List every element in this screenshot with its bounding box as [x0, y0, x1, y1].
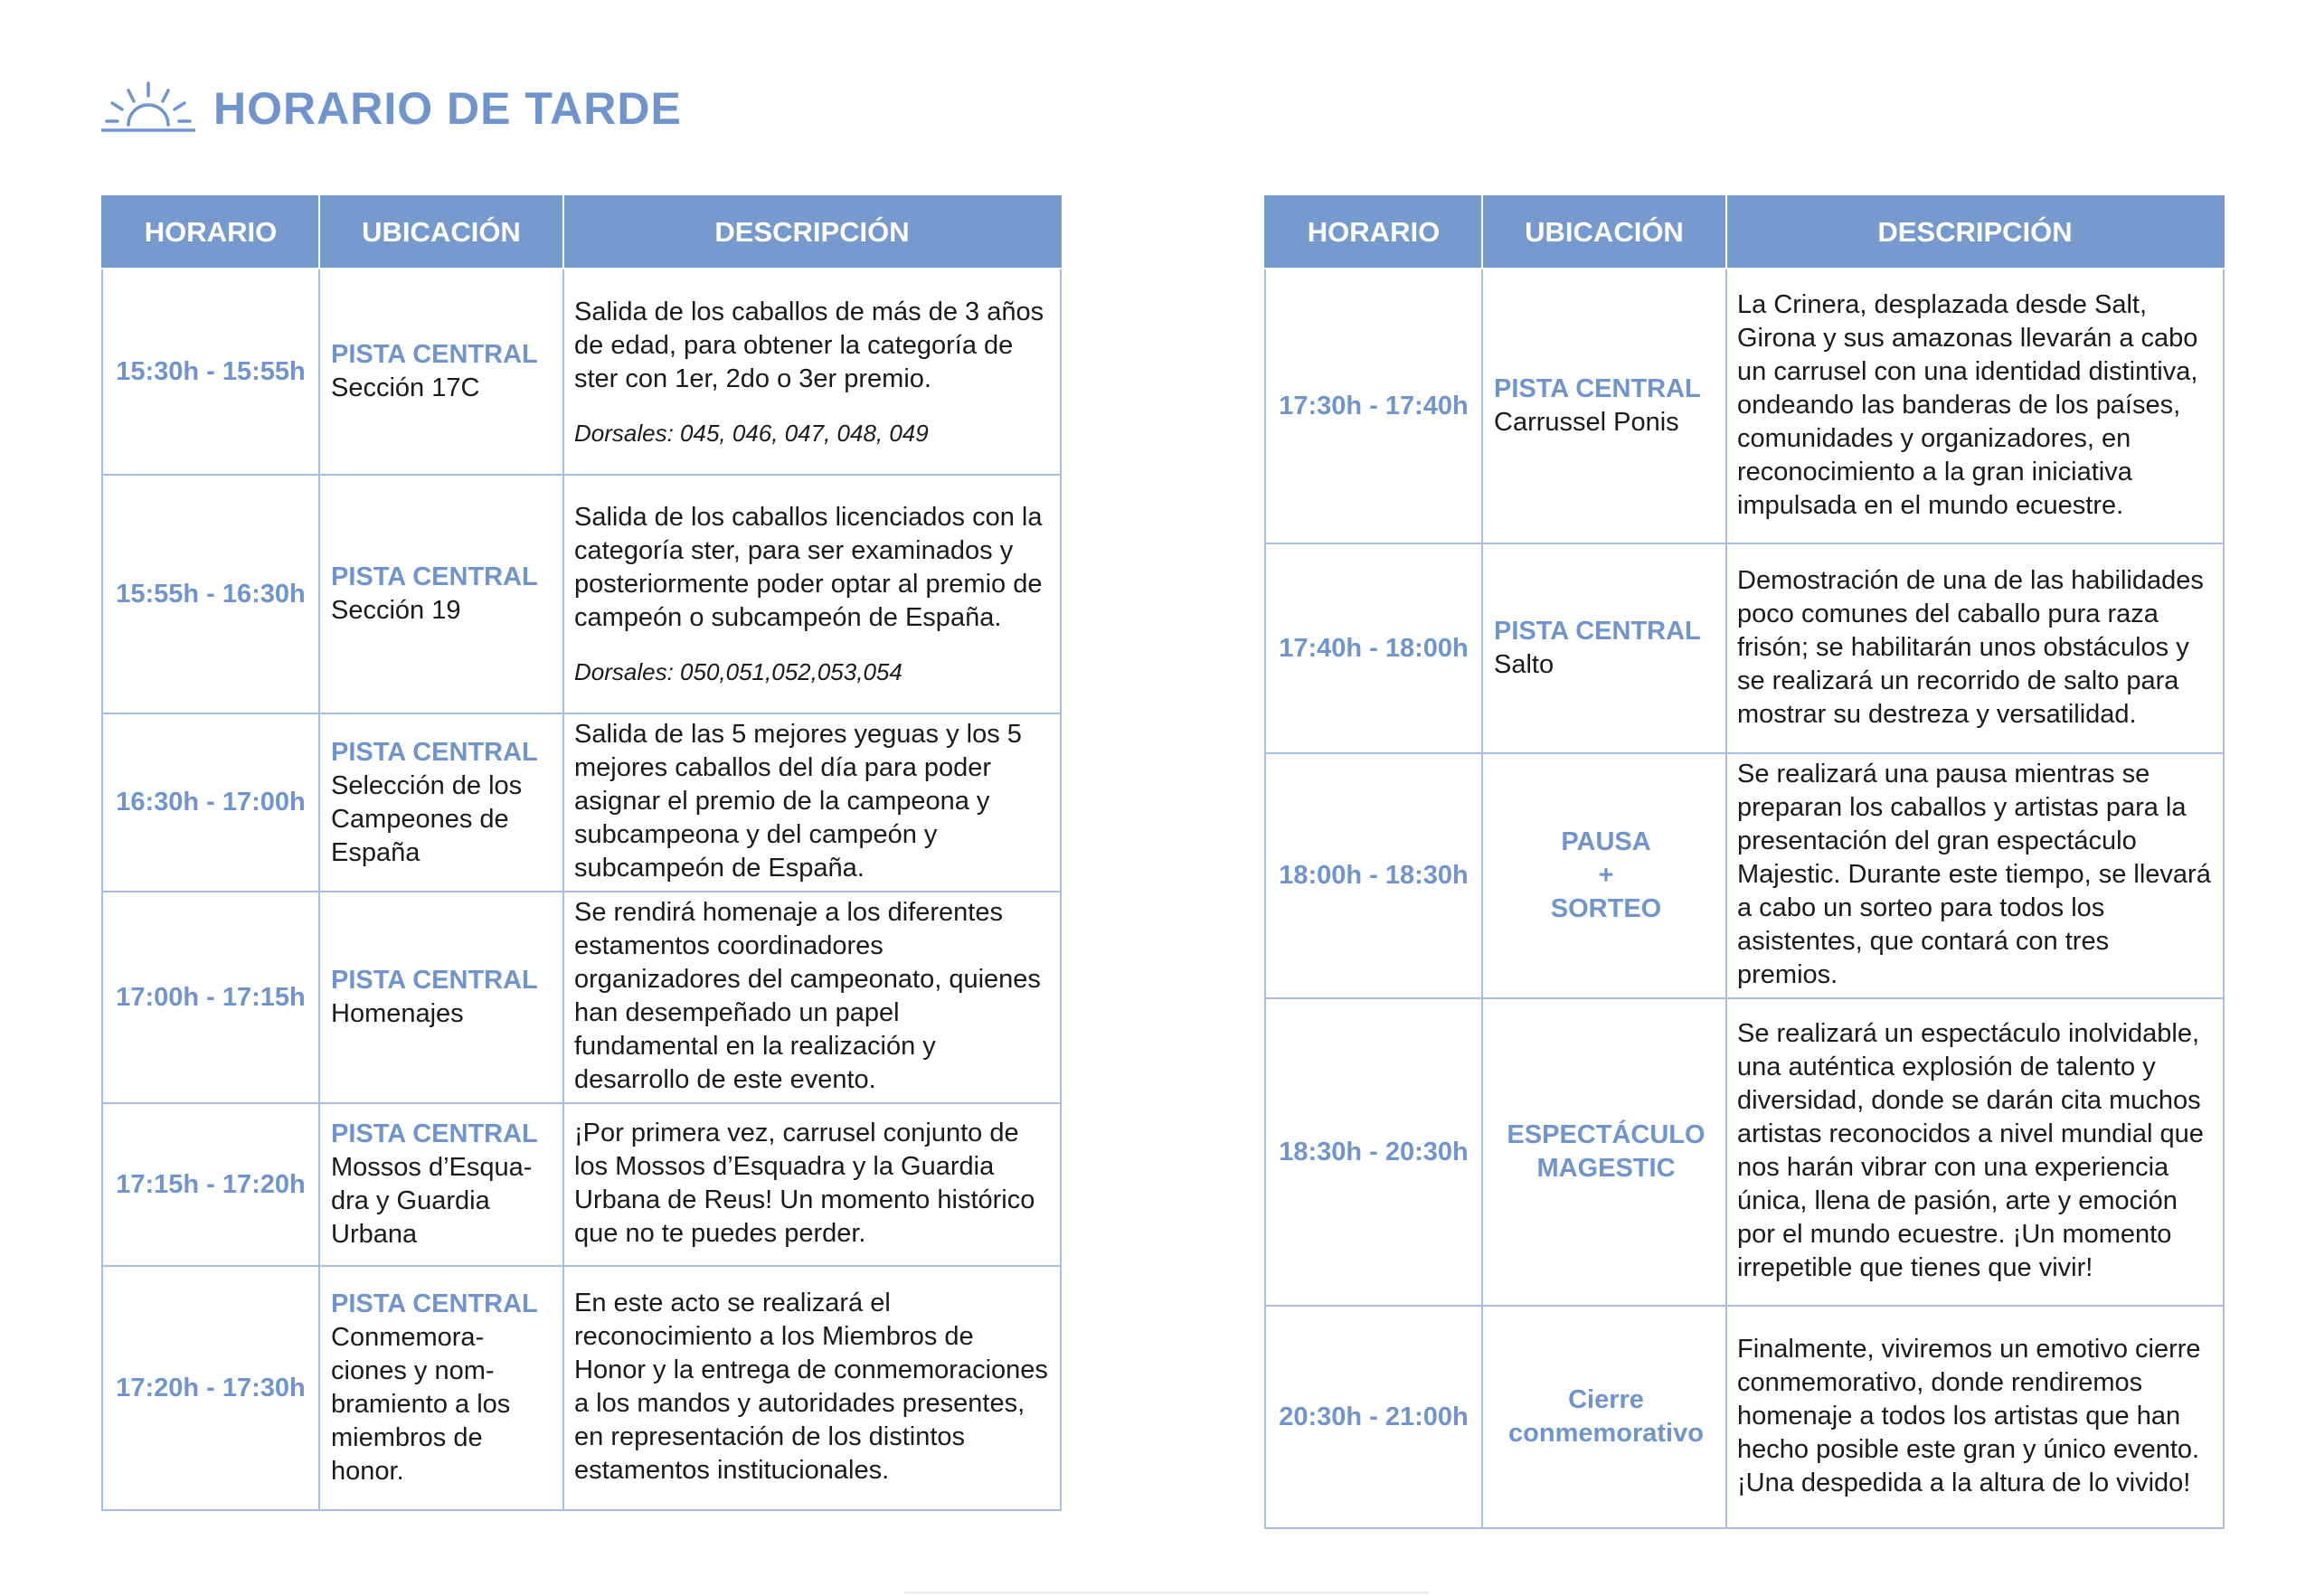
location-cell	[319, 713, 563, 892]
description-text: Salida de los caballos licenciados con la categoría ster, para ser examinados y posteriormente poder optar al premio de campeón o subcampeón de España.	[574, 503, 1043, 632]
location-title: PISTA CENTRAL	[331, 1289, 538, 1318]
location-subtitle: Homenajes	[331, 999, 464, 1028]
table-row	[102, 269, 1061, 475]
table-header-row	[102, 196, 1061, 269]
table-row	[1265, 1306, 2224, 1528]
table-row	[102, 1103, 1061, 1266]
description-text: En este acto se realizará el reconocimiento a los Miembros de Honor y la entrega de conmemoraciones a los mandos y autoridades presentes, en representación de los distintos estamentos institucionales.	[574, 1289, 1048, 1485]
description-text: Salida de los caballos de más de 3 años de edad, para obtener la categoría de ster con 1er, 2do o 3er premio.	[574, 297, 1044, 393]
location-title: PISTA CENTRAL	[331, 1119, 538, 1148]
location-cell	[319, 269, 563, 475]
location-title: ESPECTÁCULO MAGESTIC	[1507, 1120, 1706, 1183]
time-cell: 15:55h - 16:30h	[102, 475, 319, 713]
location-cell	[1482, 998, 1726, 1306]
location-title: PISTA CENTRAL	[1494, 617, 1701, 646]
location-title: Cierre conmemorativo	[1508, 1385, 1704, 1448]
location-title: PISTA CENTRAL	[331, 562, 538, 591]
location-cell	[319, 1266, 563, 1510]
location-subtitle: Sección 19	[331, 596, 461, 625]
description-text: Finalmente, viviremos un emotivo cierre conmemorativo, donde rendiremos homenaje a todos los artistas que han hecho posible este gran y único evento. ¡Una despedida a la altura de lo vivido!	[1737, 1334, 2201, 1497]
location-cell	[1482, 543, 1726, 753]
description-cell	[1726, 269, 2224, 543]
page-header	[101, 80, 682, 137]
column-header-location: UBICACIÓN	[319, 196, 563, 269]
table-row	[1265, 998, 2224, 1306]
description-cell	[563, 1103, 1061, 1266]
description-cell	[1726, 998, 2224, 1306]
table-row	[1265, 543, 2224, 753]
location-subtitle: Sección 17C	[331, 373, 480, 402]
description-text: Se realizará una pausa mientras se preparan los caballos y artistas para la presentación del gran espectáculo Majestic. Durante este tiempo, se llevará a cabo un sorteo para todos los asistentes, que contará con tres premios.	[1737, 760, 2211, 989]
table-row	[102, 475, 1061, 713]
dorsales-note: Dorsales: 045, 046, 047, 048, 049	[574, 419, 929, 447]
time-cell: 18:00h - 18:30h	[1265, 753, 1482, 998]
description-cell	[563, 269, 1061, 475]
description-cell	[563, 713, 1061, 892]
location-cell	[319, 475, 563, 713]
location-cell	[1482, 753, 1726, 998]
description-cell	[563, 1266, 1061, 1510]
column-header-time: HORARIO	[1265, 196, 1482, 269]
table-header-row	[1265, 196, 2224, 269]
column-header-description: DESCRIPCIÓN	[563, 196, 1061, 269]
location-subtitle: Selección de los Campeones de España	[331, 770, 523, 867]
time-cell: 17:00h - 17:15h	[102, 892, 319, 1103]
description-text: ¡Por primera vez, carrusel conjunto de los Mossos d’Esquadra y la Guardia Urbana de Reus! Un momento histórico que no te puedes perder.	[574, 1119, 1035, 1248]
table-row	[102, 892, 1061, 1103]
page-title: HORARIO DE TARDE	[213, 83, 682, 134]
description-text: Se realizará un espectáculo inolvidable, una auténtica explosión de talento y diversidad, donde se darán cita muchos artistas reconocidos a nivel mundial que nos harán vibrar con una experiencia única, llena de pasión, arte y emoción por el mundo ecuestre. ¡Un momento irrepetible que tienes que vivir!	[1737, 1019, 2204, 1282]
location-cell	[1482, 1306, 1726, 1528]
location-subtitle: Mossos d’Esqua-dra y Guardia Urbana	[331, 1153, 533, 1249]
location-cell	[319, 892, 563, 1103]
description-cell	[1726, 1306, 2224, 1528]
location-title: PISTA CENTRAL	[331, 340, 538, 369]
sunset-icon	[101, 80, 195, 137]
time-cell: 17:30h - 17:40h	[1265, 269, 1482, 543]
time-cell: 17:20h - 17:30h	[102, 1266, 319, 1510]
schedule-table-right	[1264, 195, 2225, 1529]
table-row	[102, 713, 1061, 892]
column-header-location: UBICACIÓN	[1482, 196, 1726, 269]
page-footer-divider	[904, 1591, 1429, 1594]
location-title: PISTA CENTRAL	[331, 966, 538, 995]
column-header-description: DESCRIPCIÓN	[1726, 196, 2224, 269]
column-header-time: HORARIO	[102, 196, 319, 269]
time-cell: 16:30h - 17:00h	[102, 713, 319, 892]
description-text: Se rendirá homenaje a los diferentes estamentos coordinadores organizadores del campeonato, quienes han desempeñado un papel fundamental en la realización y desarrollo de este evento.	[574, 898, 1041, 1094]
description-cell	[563, 892, 1061, 1103]
time-cell: 20:30h - 21:00h	[1265, 1306, 1482, 1528]
dorsales-note: Dorsales: 050,051,052,053,054	[574, 658, 902, 685]
time-cell: 18:30h - 20:30h	[1265, 998, 1482, 1306]
time-cell: 15:30h - 15:55h	[102, 269, 319, 475]
location-title: PISTA CENTRAL	[1494, 374, 1701, 403]
location-cell	[1482, 269, 1726, 543]
location-subtitle: Conmemora-ciones y nom-bramiento a los miembros de honor.	[331, 1323, 511, 1486]
description-cell	[1726, 753, 2224, 998]
location-subtitle: Salto	[1494, 650, 1554, 679]
description-text: Demostración de una de las habilidades poco comunes del caballo pura raza frisón; se habilitarán unos obstáculos y se realizará un recorrido de salto para mostrar su destreza y versatilidad.	[1737, 565, 2204, 729]
time-cell: 17:15h - 17:20h	[102, 1103, 319, 1266]
location-title: PISTA CENTRAL	[331, 737, 538, 767]
schedule-table-left	[101, 195, 1062, 1511]
location-cell	[319, 1103, 563, 1266]
time-cell: 17:40h - 18:00h	[1265, 543, 1482, 753]
table-row	[1265, 753, 2224, 998]
table-row	[102, 1266, 1061, 1510]
description-cell	[1726, 543, 2224, 753]
description-text: La Crinera, desplazada desde Salt, Girona y sus amazonas llevarán a cabo un carrusel con una identidad distintiva, ondeando las banderas de los países, comunidades y organizadores, en reconocimiento a la gran iniciativa impulsada en el mundo ecuestre.	[1737, 289, 2198, 520]
description-text: Salida de las 5 mejores yeguas y los 5 mejores caballos del día para poder asignar el premio de la campeona y subcampeona y del campeón y subcampeón de España.	[574, 720, 1022, 883]
table-row	[1265, 269, 2224, 543]
location-title: PAUSA + SORTEO	[1550, 827, 1662, 923]
description-cell	[563, 475, 1061, 713]
location-subtitle: Carrussel Ponis	[1494, 408, 1679, 437]
